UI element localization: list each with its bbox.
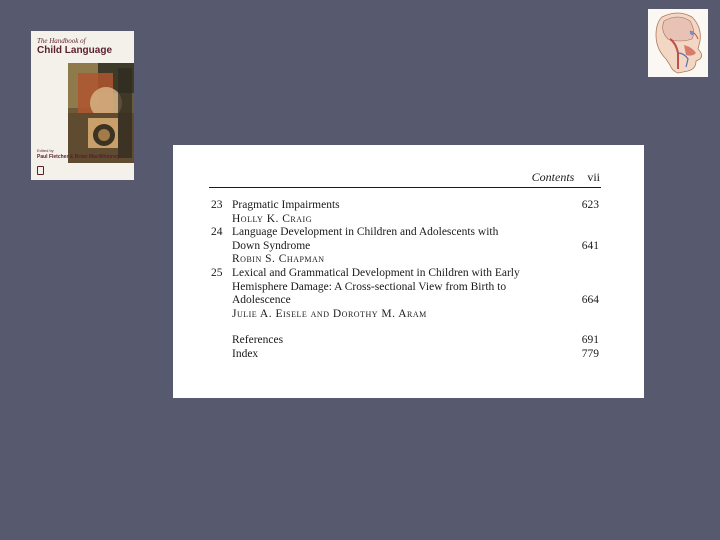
cover-title: Child Language [37,45,112,56]
chapter-title: Language Development in Children and Adolescents with [232,226,499,238]
page-header-title: Contents [531,170,575,184]
toc-entry [173,226,644,267]
chapter-number: 23 [211,199,223,211]
chapter-title-continued: Adolescence [232,294,291,306]
book-cover [31,31,134,180]
chapter-title: Pragmatic Impairments [232,199,340,211]
header-rule [209,187,601,188]
chapter-title-continued: Down Syndrome [232,239,311,252]
chapter-author: Robin S. Chapman [232,253,325,265]
chapter-title-continued: Hemisphere Damage: A Cross-sectional View from Birth to [232,280,507,293]
cover-editors: Paul Fletcher & Brian MacWhinney [37,154,120,160]
index-title: Index [232,347,259,360]
head-anatomy-image [648,9,708,77]
chapter-author: Julie A. Eisele and Dorothy M. Aram [232,307,427,320]
references-title: References [232,334,284,346]
chapter-author: Holly K. Craig [232,212,312,225]
toc-entry [173,267,644,321]
references-page: 691 [581,334,599,346]
chapter-title: Lexical and Grammatical Development in Children with Early [232,267,520,279]
publisher-logo-icon [37,166,44,175]
cover-title-small: The Handbook of [37,37,86,45]
toc-page [173,145,644,398]
cover-artwork [68,63,134,163]
page-header-number: vii [587,170,600,184]
page-header [532,170,600,185]
toc-back-matter [173,334,644,361]
toc-entry [173,199,644,226]
chapter-page: 641 [581,239,599,252]
chapter-page: 664 [581,294,599,306]
chapter-number: 25 [211,267,223,279]
chapter-number: 24 [211,226,223,238]
cover-edited-by: Edited by [37,148,54,153]
index-page: 779 [581,347,599,360]
chapter-page: 623 [581,199,599,211]
